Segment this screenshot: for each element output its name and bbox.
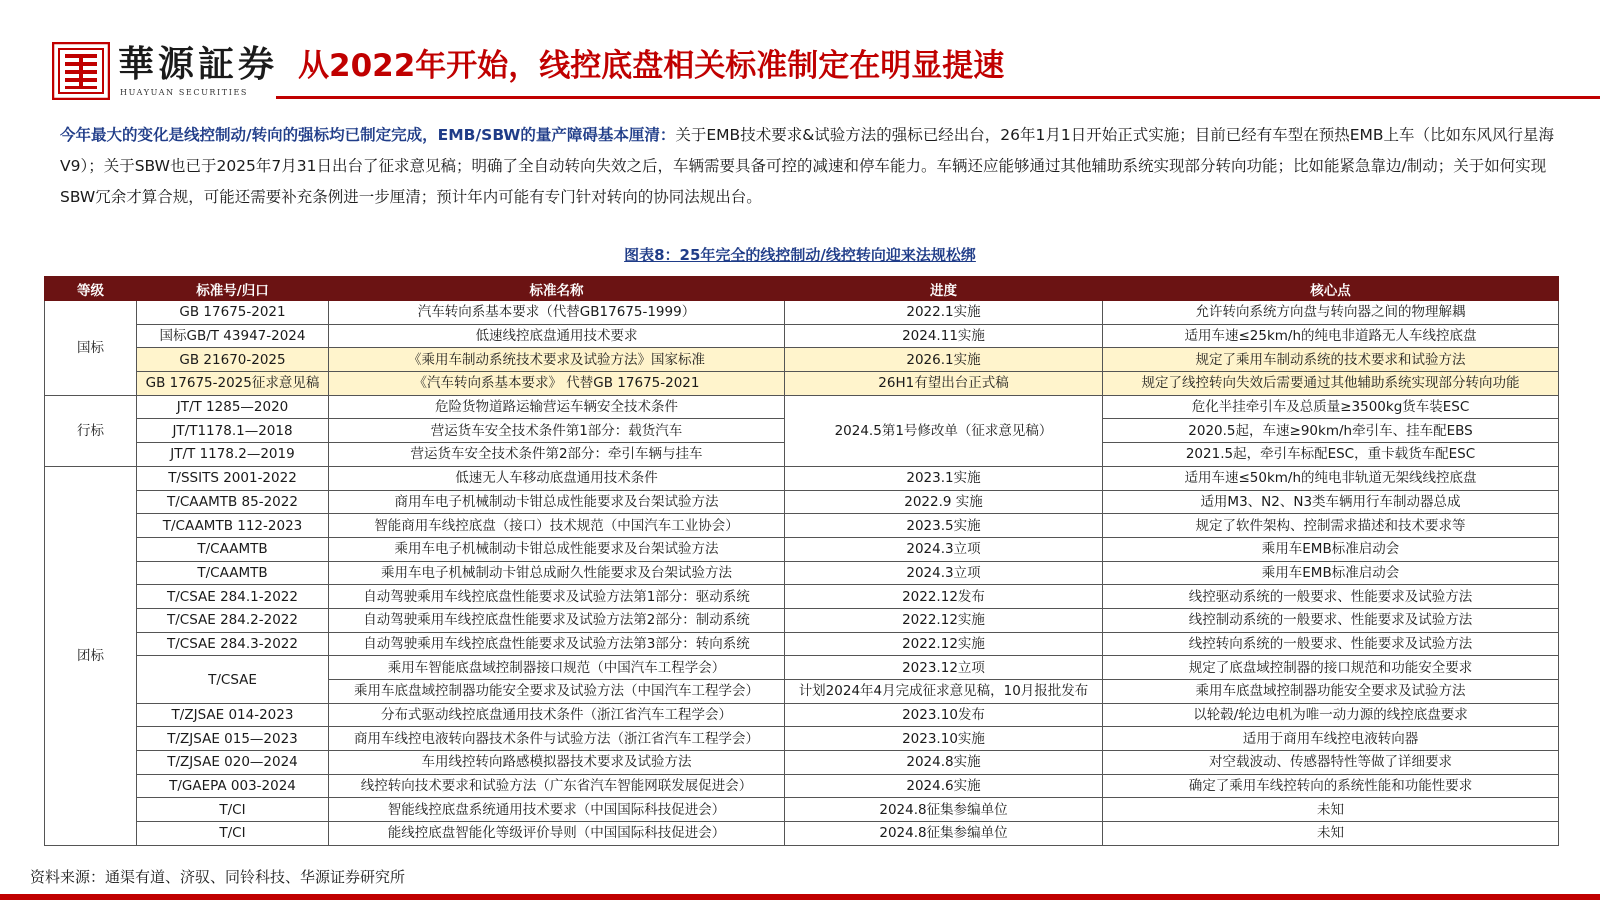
cell-progress: 2023.12立项 <box>785 656 1103 680</box>
cell-std: T/CI <box>137 822 329 846</box>
cell-std: T/CAAMTB <box>137 537 329 561</box>
cell-progress: 2022.9 实施 <box>785 490 1103 514</box>
cell-name: 营运货车安全技术条件第1部分：载货汽车 <box>329 419 785 443</box>
cell-std: JT/T1178.1—2018 <box>137 419 329 443</box>
cell-name: 乘用车电子机械制动卡钳总成性能要求及台架试验方法 <box>329 537 785 561</box>
cell-std: JT/T 1285—2020 <box>137 395 329 419</box>
cell-std: T/CSAE 284.2-2022 <box>137 608 329 632</box>
table-row <box>45 301 1559 325</box>
cell-progress: 2024.8征集参编单位 <box>785 798 1103 822</box>
cell-core: 线控制动系统的一般要求、性能要求及试验方法 <box>1103 608 1559 632</box>
page-header <box>0 0 1600 104</box>
cell-std: T/CI <box>137 798 329 822</box>
cell-std: T/ZJSAE 014-2023 <box>137 703 329 727</box>
cell-name: 智能线控底盘系统通用技术要求（中国国际科技促进会） <box>329 798 785 822</box>
cell-name: 能线控底盘智能化等级评价导则（中国国际科技促进会） <box>329 822 785 846</box>
cell-core: 线控转向系统的一般要求、性能要求及试验方法 <box>1103 632 1559 656</box>
cell-core: 适用于商用车线控电液转向器 <box>1103 727 1559 751</box>
cell-progress: 计划2024年4月完成征求意见稿，10月报批发布 <box>785 680 1103 704</box>
cell-std: T/CSAE 284.1-2022 <box>137 585 329 609</box>
cell-std: T/CAAMTB 85-2022 <box>137 490 329 514</box>
cell-std: GB 21670-2025 <box>137 348 329 372</box>
cell-core: 2021.5起，牵引车标配ESC，重卡载货车配ESC <box>1103 443 1559 467</box>
cell-core: 对空载波动、传感器特性等做了详细要求 <box>1103 751 1559 775</box>
cell-std: JT/T 1178.2—2019 <box>137 443 329 467</box>
header-standard-no: 标准号/归口 <box>137 277 329 301</box>
cell-core: 允许转向系统方向盘与转向器之间的物理解耦 <box>1103 301 1559 325</box>
cell-name: 自动驾驶乘用车线控底盘性能要求及试验方法第3部分：转向系统 <box>329 632 785 656</box>
figure-title: 图表8：25年完全的线控制动/线控转向迎来法规松绑 <box>624 246 976 264</box>
cell-progress-merged: 2024.5第1号修改单（征求意见稿） <box>785 395 1103 466</box>
table-row <box>45 324 1559 348</box>
table-row <box>45 561 1559 585</box>
page-title: 从2022年开始，线控底盘相关标准制定在明显提速 <box>298 48 1005 84</box>
table-row <box>45 703 1559 727</box>
cell-std: T/ZJSAE 015—2023 <box>137 727 329 751</box>
cell-core: 未知 <box>1103 798 1559 822</box>
table-row <box>45 656 1559 680</box>
cell-std: T/GAEPA 003-2024 <box>137 774 329 798</box>
cell-progress: 2024.8征集参编单位 <box>785 822 1103 846</box>
intro-body: 关于EMB技术要求&试验方法的强标已经出台，26年1月1日开始正式实施；目前已经有车型在预热EMB上车（比如东风风行星海V9）；关于SBW也已于2025年7月31日出台了征求意见稿；明确了全自动转向失效之后，车辆需要具备可控的减速和停车能力。车辆还应能够通过其他辅助系统实现部分转向功能；比如能紧急靠边/制动；关于如何实现SBW冗余才算合规，可能还需要补充条例进一步厘清；预计年内可能有专门针对转向的协同法规出台。 <box>60 126 1555 206</box>
intro-paragraph <box>60 120 1560 213</box>
source-note: 资料来源：通渠有道、济驭、同铃科技、华源证券研究所 <box>30 868 406 886</box>
cell-std: 国标GB/T 43947-2024 <box>137 324 329 348</box>
cell-std: T/CSAE 284.3-2022 <box>137 632 329 656</box>
cell-core: 未知 <box>1103 822 1559 846</box>
cell-name: 车用线控转向路感模拟器技术要求及试验方法 <box>329 751 785 775</box>
cell-progress: 2024.8实施 <box>785 751 1103 775</box>
cell-name: 危险货物道路运输营运车辆安全技术条件 <box>329 395 785 419</box>
cell-core: 适用车速≤25km/h的纯电非道路无人车线控底盘 <box>1103 324 1559 348</box>
header-progress: 进度 <box>785 277 1103 301</box>
cell-progress: 2024.3立项 <box>785 537 1103 561</box>
level-group: 团标 <box>45 466 137 845</box>
cell-name: 乘用车智能底盘域控制器接口规范（中国汽车工程学会） <box>329 656 785 680</box>
cell-progress: 2024.11实施 <box>785 324 1103 348</box>
level-industry: 行标 <box>45 395 137 466</box>
header-core-point: 核心点 <box>1103 277 1559 301</box>
table-row-highlighted <box>45 348 1559 372</box>
cell-name: 商用车线控电液转向器技术条件与试验方法（浙江省汽车工程学会） <box>329 727 785 751</box>
brand-name-en: HUAYUAN SECURITIES <box>120 88 249 97</box>
cell-progress: 2022.12实施 <box>785 608 1103 632</box>
cell-core: 确定了乘用车线控转向的系统性能和功能性要求 <box>1103 774 1559 798</box>
cell-progress: 2022.1实施 <box>785 301 1103 325</box>
cell-name: 乘用车电子机械制动卡钳总成耐久性能要求及台架试验方法 <box>329 561 785 585</box>
brand-name-cn: 華源証券 <box>118 43 279 85</box>
cell-core: 规定了底盘域控制器的接口规范和功能安全要求 <box>1103 656 1559 680</box>
table-row <box>45 727 1559 751</box>
cell-std: T/ZJSAE 020—2024 <box>137 751 329 775</box>
cell-name: 分布式驱动线控底盘通用技术条件（浙江省汽车工程学会） <box>329 703 785 727</box>
table-row <box>45 490 1559 514</box>
header-standard-name: 标准名称 <box>329 277 785 301</box>
table-row <box>45 822 1559 846</box>
cell-name: 低速无人车移动底盘通用技术条件 <box>329 466 785 490</box>
cell-progress: 2024.6实施 <box>785 774 1103 798</box>
cell-name: 《乘用车制动系统技术要求及试验方法》国家标准 <box>329 348 785 372</box>
huayuan-logo-icon <box>52 42 110 100</box>
table-row <box>45 537 1559 561</box>
table-row <box>45 395 1559 419</box>
cell-core: 乘用车底盘域控制器功能安全要求及试验方法 <box>1103 680 1559 704</box>
cell-std: T/SSITS 2001-2022 <box>137 466 329 490</box>
footer-bar <box>0 894 1600 900</box>
table-row <box>45 632 1559 656</box>
table-row <box>45 585 1559 609</box>
cell-std: GB 17675-2025征求意见稿 <box>137 372 329 396</box>
table-row <box>45 751 1559 775</box>
cell-progress: 26H1有望出台正式稿 <box>785 372 1103 396</box>
cell-name: 自动驾驶乘用车线控底盘性能要求及试验方法第1部分：驱动系统 <box>329 585 785 609</box>
header-level: 等级 <box>45 277 137 301</box>
cell-progress: 2023.5实施 <box>785 514 1103 538</box>
table-row <box>45 466 1559 490</box>
cell-name: 商用车电子机械制动卡钳总成性能要求及台架试验方法 <box>329 490 785 514</box>
cell-std: GB 17675-2021 <box>137 301 329 325</box>
cell-name: 智能商用车线控底盘（接口）技术规范（中国汽车工业协会） <box>329 514 785 538</box>
cell-progress: 2023.10实施 <box>785 727 1103 751</box>
cell-core: 规定了软件架构、控制需求描述和技术要求等 <box>1103 514 1559 538</box>
table-row <box>45 514 1559 538</box>
cell-std-merged: T/CSAE <box>137 656 329 703</box>
intro-lead: 今年最大的变化是线控制动/转向的强标均已制定完成，EMB/SBW的量产障碍基本厘清： <box>60 126 676 144</box>
cell-progress: 2022.12实施 <box>785 632 1103 656</box>
cell-name: 自动驾驶乘用车线控底盘性能要求及试验方法第2部分：制动系统 <box>329 608 785 632</box>
cell-core: 规定了乘用车制动系统的技术要求和试验方法 <box>1103 348 1559 372</box>
level-national: 国标 <box>45 301 137 396</box>
cell-name: 汽车转向系基本要求（代替GB17675-1999） <box>329 301 785 325</box>
cell-name: 乘用车底盘域控制器功能安全要求及试验方法（中国汽车工程学会） <box>329 680 785 704</box>
cell-name: 低速线控底盘通用技术要求 <box>329 324 785 348</box>
cell-progress: 2023.10发布 <box>785 703 1103 727</box>
standards-table <box>44 276 1559 846</box>
table-row <box>45 798 1559 822</box>
cell-std: T/CAAMTB <box>137 561 329 585</box>
cell-core: 适用车速≤50km/h的纯电非轨道无架线线控底盘 <box>1103 466 1559 490</box>
cell-progress: 2026.1实施 <box>785 348 1103 372</box>
cell-core: 乘用车EMB标准启动会 <box>1103 561 1559 585</box>
cell-core: 适用M3、N2、N3类车辆用行车制动器总成 <box>1103 490 1559 514</box>
cell-core: 2020.5起，车速≥90km/h牵引车、挂车配EBS <box>1103 419 1559 443</box>
cell-core: 以轮毂/轮边电机为唯一动力源的线控底盘要求 <box>1103 703 1559 727</box>
cell-progress: 2024.3立项 <box>785 561 1103 585</box>
cell-progress: 2023.1实施 <box>785 466 1103 490</box>
cell-core: 危化半挂牵引车及总质量≥3500kg货车装ESC <box>1103 395 1559 419</box>
cell-std: T/CAAMTB 112-2023 <box>137 514 329 538</box>
cell-core: 乘用车EMB标准启动会 <box>1103 537 1559 561</box>
table-header-row <box>45 277 1559 301</box>
cell-core: 线控驱动系统的一般要求、性能要求及试验方法 <box>1103 585 1559 609</box>
header-divider <box>276 96 1600 99</box>
table-row <box>45 774 1559 798</box>
cell-name: 线控转向技术要求和试验方法（广东省汽车智能网联发展促进会） <box>329 774 785 798</box>
table-row <box>45 608 1559 632</box>
table-row-highlighted <box>45 372 1559 396</box>
cell-core: 规定了线控转向失效后需要通过其他辅助系统实现部分转向功能 <box>1103 372 1559 396</box>
cell-progress: 2022.12发布 <box>785 585 1103 609</box>
cell-name: 营运货车安全技术条件第2部分：牵引车辆与挂车 <box>329 443 785 467</box>
cell-name: 《汽车转向系基本要求》 代替GB 17675-2021 <box>329 372 785 396</box>
